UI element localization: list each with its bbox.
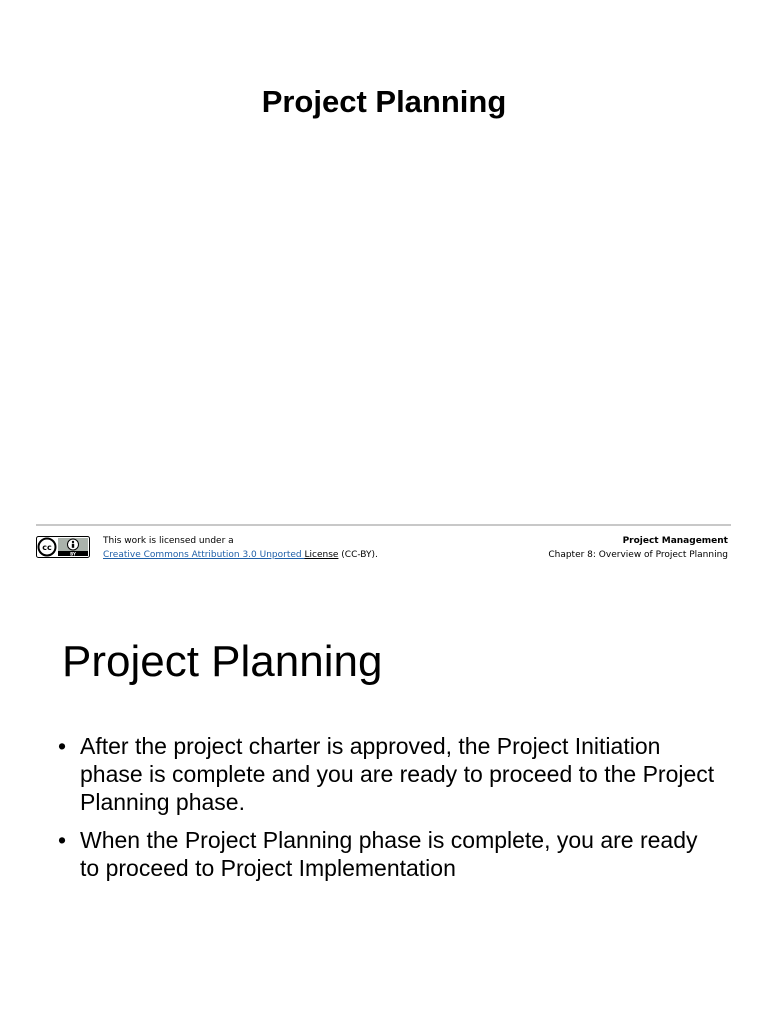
bullet-icon: • [58,827,67,853]
bullet-icon: • [58,733,67,759]
by-badge-text: BY [70,551,76,557]
course-name: Project Management [622,536,728,546]
list-item [58,732,718,816]
cc-badge-text: cc [42,543,52,552]
slide2-title: Project Planning [62,637,383,686]
license-notice [103,534,378,562]
bullet-text: After the project charter is approved, the Project Initiation phase is complete and you are ready to proceed to the Project Planning phase. [80,733,715,815]
list-item [58,826,718,882]
footer-divider [36,524,731,526]
cc-by-license-icon[interactable] [36,536,90,558]
license-word-link[interactable]: License [304,550,339,560]
license-suffix: (CC-BY). [338,550,378,560]
bullet-text: When the Project Planning phase is complete, you are ready to proceed to Project Implementation [80,827,698,881]
chapter-name: Chapter 8: Overview of Project Planning [548,550,728,560]
license-line [103,548,378,562]
course-info [548,534,728,562]
license-prefix: This work is licensed under a [103,536,234,546]
creative-commons-license-link[interactable]: Creative Commons Attribution 3.0 Unported [103,550,305,560]
slide1-title: Project Planning [261,84,507,119]
bullet-list [58,732,718,892]
